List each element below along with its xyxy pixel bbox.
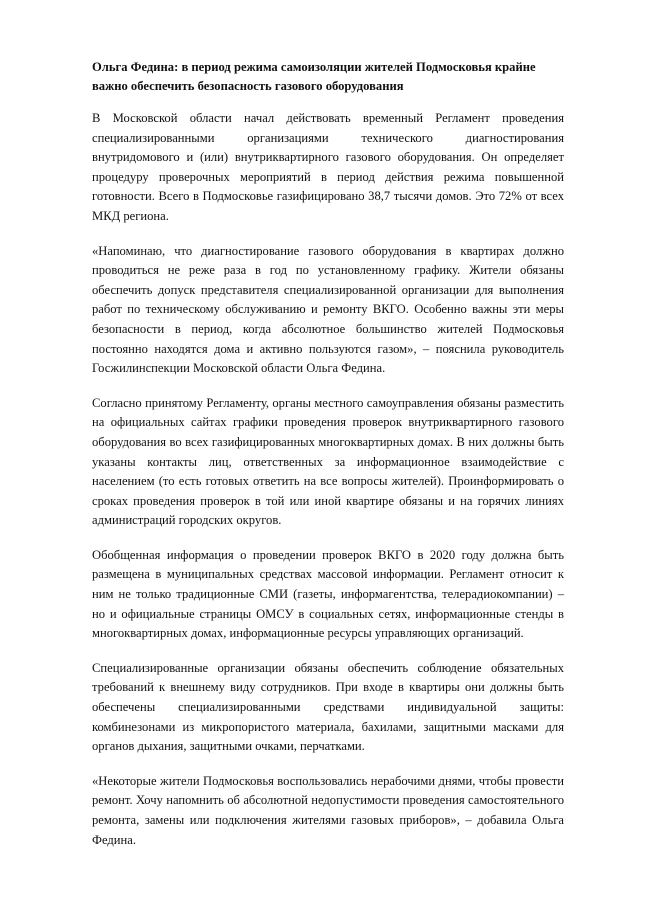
paragraph-media-information: Обобщенная информация о проведении проверок ВКГО в 2020 году должна быть размещена в муниципальных средствах массовой информации. Регламент относит к ним не только традиционные СМИ (газеты, информагентства, телерадиокомпании) – но и официальные страницы ОМСУ в социальных сетях, информационные стенды в многоквартирных домах, информационные ресурсы управляющих организаций. — [92, 547, 564, 641]
paragraph-quote-diagnostics: «Напоминаю, что диагностирование газового оборудования в квартирах должно проводиться не реже раза в год по установленному графику. Жители обязаны обеспечить допуск представителя специализированной организации для выполнения работ по техническому обслуживанию и ремонту ВКГО. Особенно важны эти меры безопасности в период, когда абсолютное большинство жителей Подмосковья постоянно находятся дома и активно пользуются газом», – пояснила руководитель Госжилинспекции Московской области Ольга Федина. — [92, 243, 564, 376]
paragraph-local-government: Согласно принятому Регламенту, органы местного самоуправления обязаны разместить на официальных сайтах графики проведения проверок внутриквартирного газового оборудования во всех газифицированных многоквартирных домах. В них должны быть указаны контакты лиц, ответственных за информационное взаимодействие с населением (то есть готовых ответить на все вопросы жителей). Проинформировать о сроках проведения проверок в той или иной квартире обязаны и на горячих линиях администраций городских округов. — [92, 395, 564, 528]
document-page — [92, 58, 564, 865]
document-title: Ольга Федина: в период режима самоизоляции жителей Подмосковья крайне важно обеспечить безопасность газового оборудования — [92, 60, 536, 93]
paragraph-regulation: В Московской области начал действовать временный Регламент проведения специализированными организациями технического диагностирования внутридомового и (или) внутриквартирного газового оборудования. Он определяет процедуру проверочных мероприятий в период действия режима повышенной готовности. Всего в Подмосковье газифицировано 38,7 тысячи домов. Это 72% от всех МКД региона. — [92, 111, 564, 223]
paragraph-quote-repairs: «Некоторые жители Подмосковья воспользовались нерабочими днями, чтобы провести ремонт. Хочу напомнить об абсолютной недопустимости проведения самостоятельного ремонта, замены или подключения жителями газовых приборов», – добавила Ольга Федина. — [92, 773, 564, 847]
paragraph-protective-equipment: Специализированные организации обязаны обеспечить соблюдение обязательных требований к внешнему виду сотрудников. При входе в квартиры они должны быть обеспечены специализированными средствами индивидуальной защиты: комбинезонами из микропористого материала, бахилами, защитными масками для органов дыхания, защитными очками, перчатками. — [92, 660, 564, 754]
